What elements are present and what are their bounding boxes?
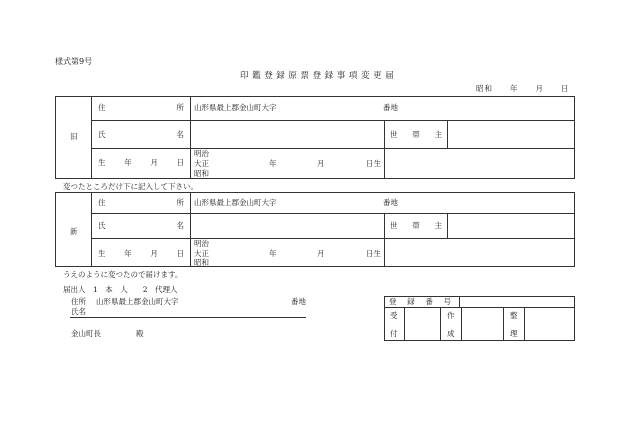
form-number: 様式第9号: [55, 57, 93, 66]
creation-char-1: 作: [447, 311, 455, 320]
reception-char-2: 付: [390, 329, 398, 338]
new-birth-year: 年: [269, 249, 277, 258]
new-birthdate-label: 生 年 月 日: [98, 249, 184, 258]
new-era-meiji: 明治: [194, 239, 209, 248]
old-era-showa: 昭和: [194, 169, 209, 178]
new-birth-month: 月: [317, 249, 325, 258]
old-era-taisho: 大正: [194, 159, 209, 168]
reception-char-1: 受: [390, 311, 398, 320]
old-birth-month: 月: [317, 159, 325, 168]
new-section-label: 新: [70, 227, 78, 236]
arrangement-char-1: 整: [510, 311, 518, 320]
applicant-type: 届出人 1 本 人 2 代理人: [63, 285, 178, 294]
old-section-label: 旧: [70, 132, 78, 141]
old-address-label: 住 所: [98, 103, 184, 112]
registration-number-label: 登 録 番 号: [389, 297, 451, 306]
creation-char-2: 成: [447, 329, 455, 338]
old-household-head-label: 世 帯 主: [390, 130, 442, 139]
addressee-office: 金山町長: [71, 329, 101, 338]
declaration-text: うえのように変つたので届けます。: [63, 270, 183, 279]
old-name-label: 氏 名: [98, 130, 184, 139]
addressee-honorific: 殿: [136, 329, 144, 338]
new-name-label: 氏 名: [98, 221, 184, 230]
new-birth-day: 日生: [366, 249, 381, 258]
new-household-head-label: 世 帯 主: [390, 221, 442, 230]
change-instruction: 変つたところだけ下に記入して下さい。: [63, 182, 198, 191]
old-era-meiji: 明治: [194, 149, 209, 158]
new-address-label: 住 所: [98, 198, 184, 207]
old-birth-day: 日生: [366, 159, 381, 168]
applicant-address-value: 山形県最上郡金山町大字: [96, 297, 179, 306]
applicant-address-banchi: 番地: [291, 297, 306, 306]
applicant-address-label: 住所: [71, 297, 86, 306]
old-address-prefix: 山形県最上郡金山町大字: [194, 103, 277, 112]
old-birthdate-label: 生 年 月 日: [98, 158, 184, 167]
old-birth-year: 年: [269, 159, 277, 168]
new-era-showa: 昭和: [194, 258, 209, 267]
new-era-taisho: 大正: [194, 249, 209, 258]
form-title: 印鑑登録原票登録事項変更届: [240, 71, 398, 81]
arrangement-char-2: 理: [510, 329, 518, 338]
new-address-prefix: 山形県最上郡金山町大字: [194, 198, 277, 207]
applicant-name-label: 氏名: [71, 307, 86, 316]
new-address-banchi: 番地: [383, 198, 398, 207]
date-line: 昭和 年 月 日: [476, 84, 570, 93]
applicant-signature-line: [70, 317, 306, 318]
old-address-banchi: 番地: [383, 103, 398, 112]
